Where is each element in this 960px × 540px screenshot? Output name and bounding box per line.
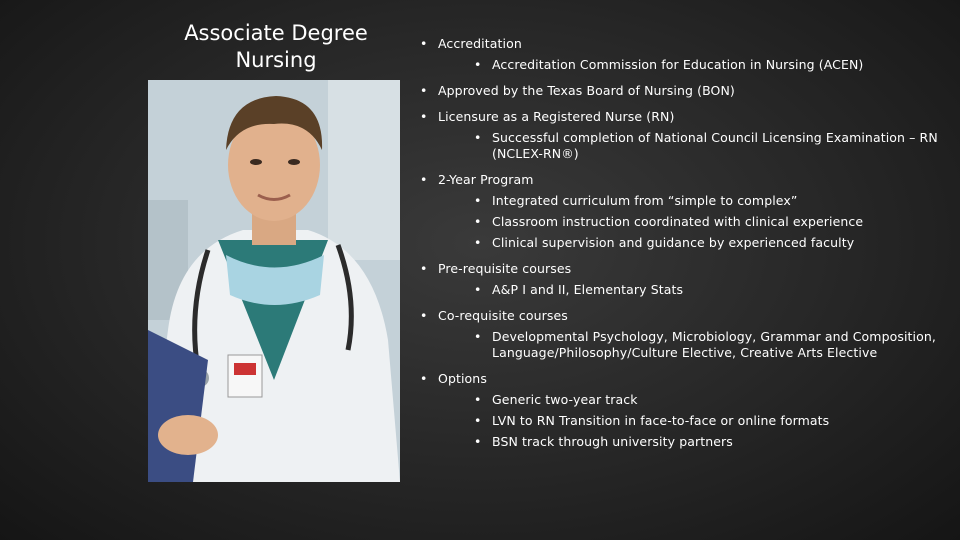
sub-bullet-text: • Classroom instruction coordinated with clinical experience [438,214,940,230]
bullet-text: • Accreditation [438,36,522,51]
bullet-text: • Licensure as a Registered Nurse (RN) [438,109,675,124]
slide-title [166,20,386,74]
sub-bullet-text: • Integrated curriculum from “simple to complex” [438,193,940,209]
nurse-photo [148,80,400,482]
sub-bullet-text: • Generic two-year track [438,392,940,408]
bullet-text: • Options [438,371,487,386]
bullet-text: • Pre-requisite courses [438,261,572,276]
bullet-item [420,36,940,73]
bullet-text: • 2-Year Program [438,172,534,187]
bullet-item [420,261,940,298]
bullet-text: • Approved by the Texas Board of Nursing (BON) [438,83,735,98]
sub-bullet-text: • Clinical supervision and guidance by experienced faculty [438,235,940,251]
title-line-2: Nursing [235,48,317,72]
bullet-item [420,308,940,361]
bullet-item [420,172,940,251]
bullet-list [420,36,940,450]
bullet-item [420,109,940,162]
sub-bullet-text: • A&P I and II, Elementary Stats [438,282,940,298]
sub-bullet-text: • Accreditation Commission for Education in Nursing (ACEN) [438,57,940,73]
title-line-1: Associate Degree [184,21,368,45]
sub-bullet-text: • LVN to RN Transition in face-to-face or online formats [438,413,940,429]
sub-bullet-text: • BSN track through university partners [438,434,940,450]
sub-bullet-text: • Developmental Psychology, Microbiology, Grammar and Composition, Language/Philosophy/Culture Elective, Creative Arts Elective [438,329,940,361]
bullet-text: • Co-requisite courses [438,308,568,323]
sub-bullet-text: • Successful completion of National Council Licensing Examination – RN (NCLEX-RN®) [438,130,940,162]
bullet-item [420,83,940,99]
bullet-item [420,371,940,450]
